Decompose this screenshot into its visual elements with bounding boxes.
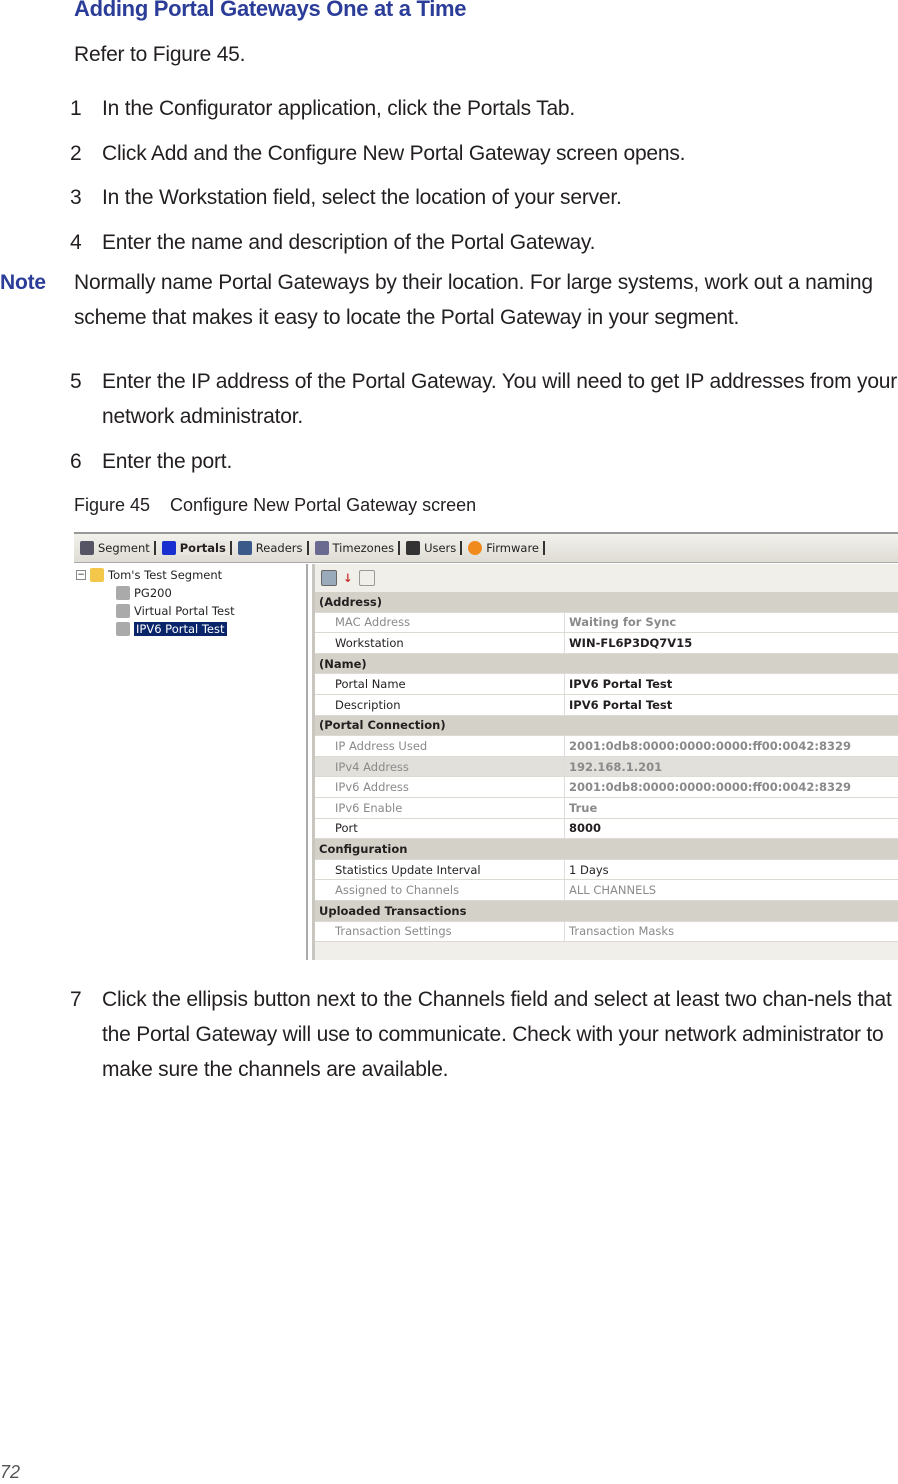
property-name: IPv6 Address [315,777,565,797]
note-label: Note [0,271,46,294]
intro-text: Refer to Figure 45. [74,43,246,66]
tab-segment[interactable] [80,541,156,555]
grid-category[interactable] [315,839,898,860]
tab-label: Firmware [486,541,540,555]
tab-label: Users [424,541,457,555]
step-number: 5 [70,370,82,393]
property-name: IP Address Used [315,736,565,756]
step-text: Click Add and the Configure New Portal Gateway screen opens. [102,142,686,165]
users-icon [406,541,420,555]
tab-bar [74,534,898,563]
property-value[interactable]: IPV6 Portal Test [565,695,898,715]
section-heading: Adding Portal Gateways One at a Time [74,0,467,21]
property-value[interactable]: 2001:0db8:0000:0000:0000:ff00:0042:8329 [565,777,898,797]
step-text: In the Configurator application, click the Portals Tab. [102,97,576,120]
portal-icon [116,604,130,618]
property-name: Assigned to Channels [315,880,565,900]
note-text: Normally name Portal Gateways by their location. For large systems, work out a naming scheme that makes it easy to locate the Portal Gateway in your segment. [74,271,873,329]
grid-property-row[interactable] [315,674,898,695]
property-value[interactable]: ALL CHANNELS [565,880,898,900]
step-number: 1 [70,97,82,120]
figure-title: Configure New Portal Gateway screen [170,495,477,515]
tab-label: Portals [179,541,226,555]
property-name: Workstation [315,633,565,653]
property-value[interactable]: WIN-FL6P3DQ7V15 [565,633,898,653]
tab-users[interactable] [406,541,462,555]
step-number: 4 [70,231,82,254]
property-value[interactable]: 8000 [565,819,898,839]
portal-icon [116,622,130,636]
tab-firmware[interactable] [468,541,545,555]
grid-property-row[interactable] [315,798,898,819]
configurator-screenshot [74,532,898,960]
property-grid [312,564,898,960]
categorized-icon[interactable] [321,570,337,586]
tree-node[interactable] [116,602,235,620]
grid-property-row[interactable] [315,777,898,798]
grid-category[interactable] [315,654,898,675]
property-name: Statistics Update Interval [315,860,565,880]
grid-property-row[interactable] [315,613,898,634]
property-pages-icon[interactable] [359,570,375,586]
page-number: 72 [0,1462,21,1482]
property-name: MAC Address [315,613,565,633]
grid-toolbar [315,564,898,592]
property-value[interactable]: IPV6 Portal Test [565,674,898,694]
figure-number: Figure 45 [74,495,151,515]
grid-property-row[interactable] [315,736,898,757]
step-text: Enter the IP address of the Portal Gateway. You will need to get IP addresses from your network administrator. [102,370,898,428]
grid-property-row[interactable] [315,819,898,840]
property-name: Portal Name [315,674,565,694]
portal-icon [116,586,130,600]
grid-property-row[interactable] [315,633,898,654]
tree-node[interactable] [116,584,172,602]
grid-category[interactable] [315,716,898,737]
property-name: Transaction Settings [315,922,565,942]
grid-property-row[interactable] [315,922,898,943]
tree-label: Virtual Portal Test [134,604,235,618]
grid-property-row[interactable] [315,880,898,901]
tree-label: PG200 [134,586,172,600]
step-number: 6 [70,450,82,473]
property-value[interactable]: 1 Days [565,860,898,880]
tree-label: IPV6 Portal Test [136,622,225,636]
step-text: In the Workstation field, select the location of your server. [102,186,622,209]
grid-property-row[interactable] [315,757,898,778]
sort-alphabetical-icon[interactable]: ↓ [343,571,353,585]
step-text: Click the ellipsis button next to the Channels field and select at least two chan-nels that the Portal Gateway will use to communicate. Check with your network administrator to make sure the channels are available. [102,988,892,1081]
property-name: Port [315,819,565,839]
step-number: 3 [70,186,82,209]
property-value[interactable]: Transaction Masks [565,922,898,942]
tab-label: Readers [255,541,303,555]
step-number: 7 [70,988,82,1011]
tree-node-root[interactable] [76,566,222,584]
timezones-icon [315,541,329,555]
figure-caption [74,495,496,516]
grid-property-row[interactable] [315,695,898,716]
tree-node-selected[interactable] [116,620,227,638]
portals-icon [162,541,176,555]
category-label: (Portal Connection) [319,718,446,733]
step-text: Enter the name and description of the Portal Gateway. [102,231,596,254]
property-value[interactable]: 2001:0db8:0000:0000:0000:ff00:0042:8329 [565,736,898,756]
tab-readers[interactable] [238,541,309,555]
property-name: IPv6 Enable [315,798,565,818]
category-label: Uploaded Transactions [319,903,467,918]
property-value[interactable]: 192.168.1.201 [565,757,898,777]
tree-label: Tom's Test Segment [108,568,223,582]
property-name: IPv4 Address [315,757,565,777]
collapse-icon[interactable]: − [77,570,85,580]
readers-icon [238,541,252,555]
grid-property-row[interactable] [315,860,898,881]
segment-tree [74,564,308,960]
tab-label: Timezones [332,541,395,555]
step-text: Enter the port. [102,450,233,473]
grid-category[interactable] [315,901,898,922]
segment-icon [80,541,94,555]
tab-portals[interactable] [162,541,232,555]
tab-timezones[interactable] [315,541,401,555]
property-value[interactable]: True [565,798,898,818]
category-label: (Address) [319,594,383,609]
category-label: (Name) [319,656,367,671]
property-name: Description [315,695,565,715]
step-number: 2 [70,142,82,165]
firmware-icon [468,541,482,555]
tab-label: Segment [98,541,150,555]
property-value[interactable]: Waiting for Sync [565,613,898,633]
grid-category[interactable] [315,592,898,613]
category-label: Configuration [319,841,408,856]
folder-icon [90,568,104,582]
